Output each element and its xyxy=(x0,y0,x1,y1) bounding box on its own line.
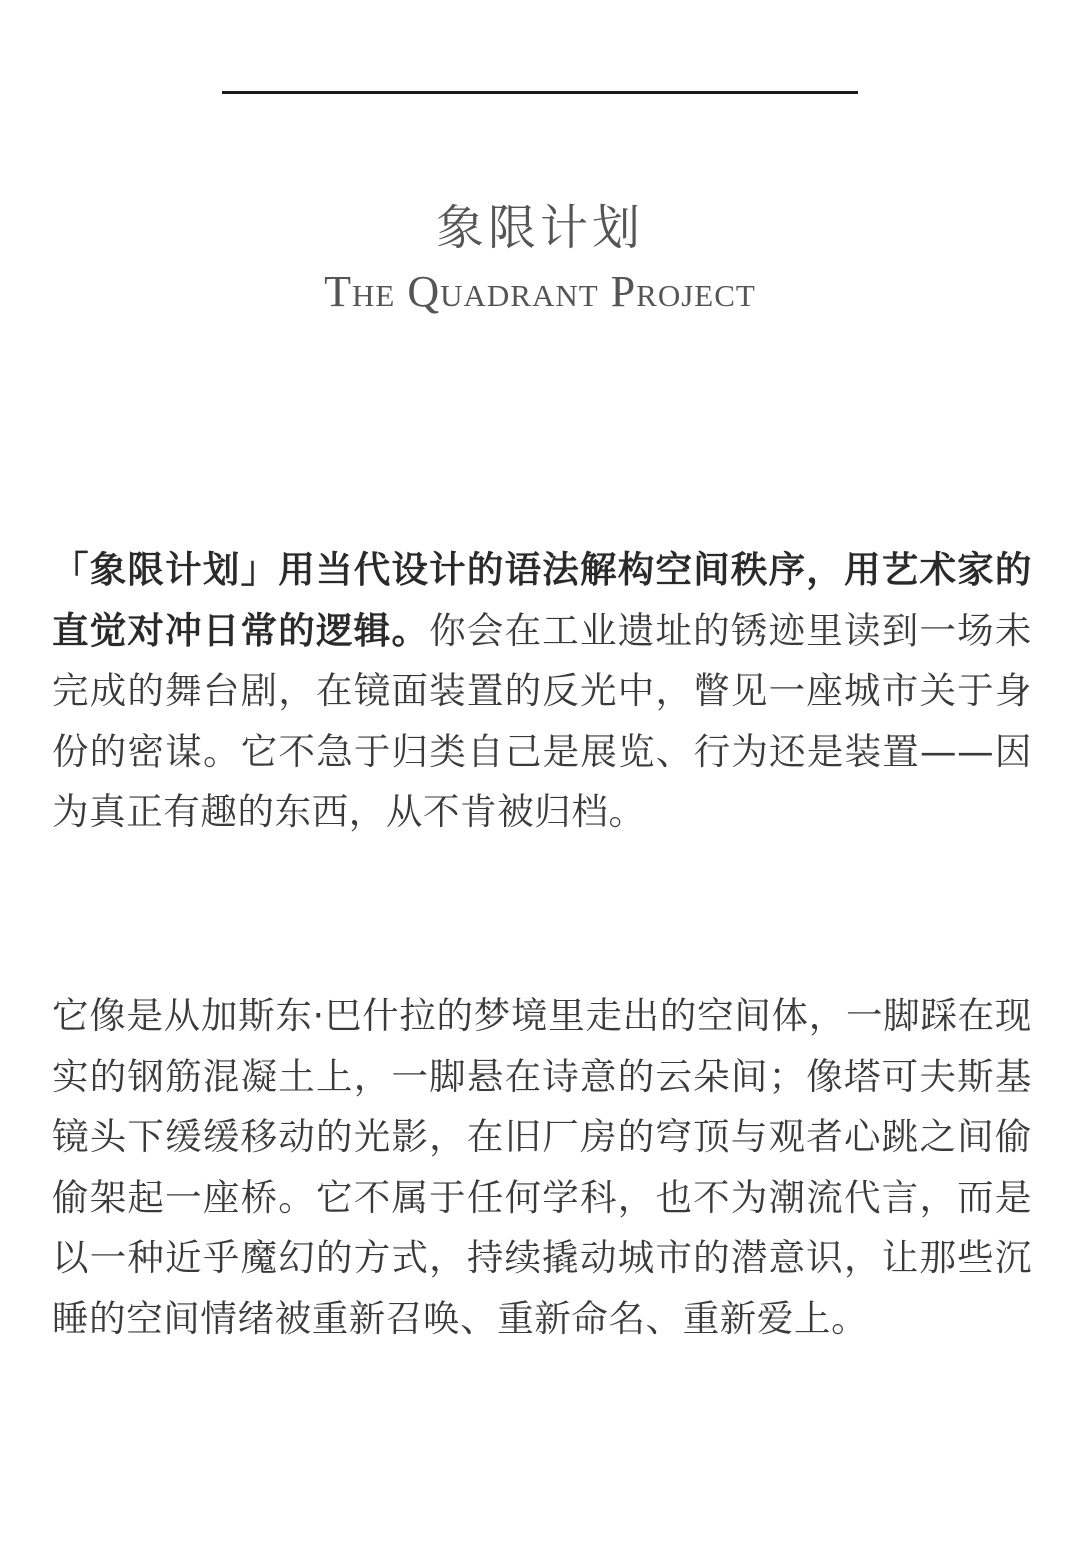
top-divider xyxy=(222,91,858,94)
title-chinese: 象限计划 xyxy=(435,200,644,256)
paragraph-1-text: 你会在工业遗址的锈迹里读到一场未完成的舞台剧，在镜面装置的反光中，瞥见一座城市关于身份的密谋。它不急于归类自己是展览、行为还是装置——因为真正有趣的东西，从不肯被归档。 xyxy=(52,608,1032,834)
title-block xyxy=(0,196,1080,320)
paragraph-2: 它像是从加斯东·巴什拉的梦境里走出的空间体，一脚踩在现实的钢筋混凝土上，一脚悬在诗意的云朵间；像塔可夫斯基镜头下缓缓移动的光影，在旧厂房的穹顶与观者心跳之间偷偷架起一座桥。它不属于任何学科，也不为潮流代言，而是以一种近乎魔幻的方式，持续撬动城市的潜意识，让那些沉睡的空间情绪被重新召唤、重新命名、重新爱上。 xyxy=(52,994,1032,1340)
paragraph-1 xyxy=(52,540,1032,843)
title-english: The Quadrant Project xyxy=(324,267,756,316)
paragraph-1-bold-lead: 「象限计划」用当代设计的语法解构空间秩序，用艺术家的直觉对冲日常的逻辑。 xyxy=(52,548,1032,652)
